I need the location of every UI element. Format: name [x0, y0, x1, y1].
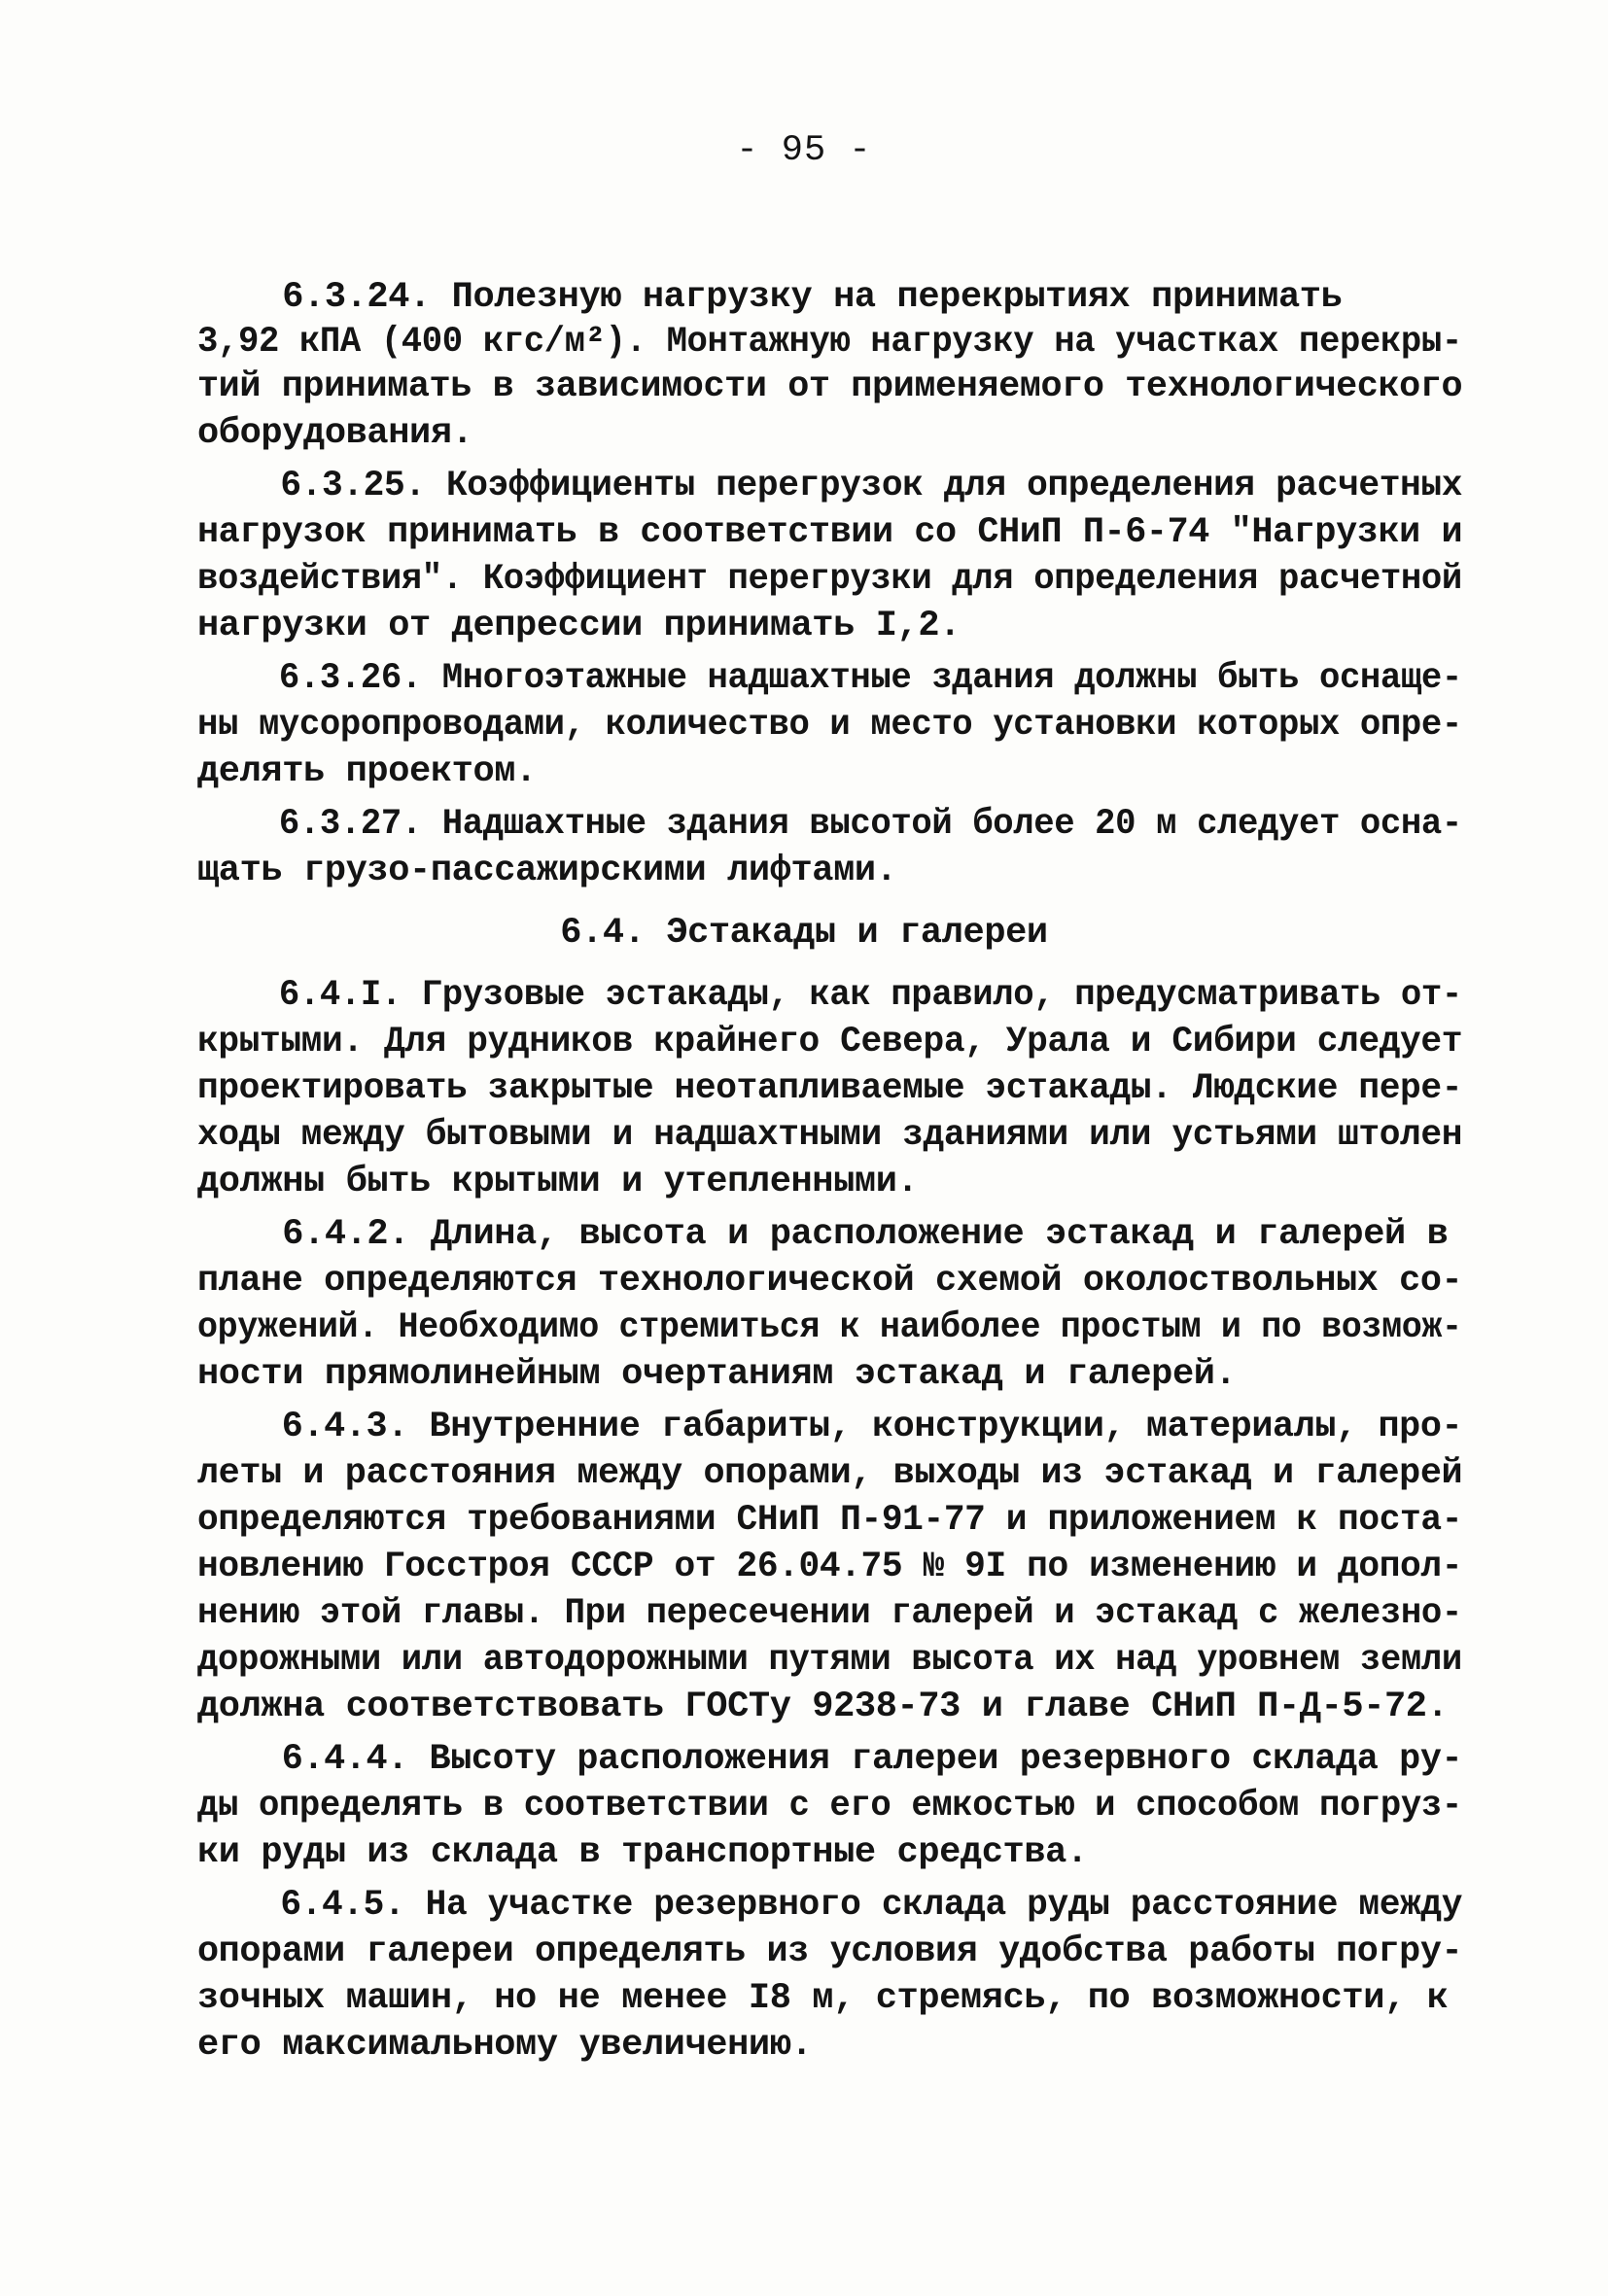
text-line: ходы между бытовыми и надшахтными зданиями или устьями штолен: [197, 1115, 1463, 1156]
page-number: - 95 -: [736, 130, 872, 171]
text-line: определяются требованиями СНиП П-91-77 и приложением к поста-: [197, 1500, 1463, 1541]
text-line: оборудования.: [197, 413, 473, 454]
text-line: 6.3.27. Надшахтные здания высотой более 20 м следует осна-: [197, 804, 1462, 845]
text-line: новлению Госстроя СССР от 26.04.75 № 9I по изменению и допол-: [197, 1547, 1463, 1587]
text-line: 6.3.26. Многоэтажные надшахтные здания должны быть оснаще-: [197, 658, 1462, 699]
section-heading: 6.4. Эстакады и галереи: [560, 913, 1048, 954]
text-line: зочных машин, но не менее I8 м, стремясь, по возможности, к: [197, 1978, 1449, 2019]
text-line: щать грузо-пассажирскими лифтами.: [197, 851, 897, 891]
text-line: должны быть крытыми и утепленными.: [197, 1162, 919, 1202]
text-line: его максимальному увеличению.: [197, 2025, 813, 2066]
text-line: ки руды из склада в транспортные средства.: [197, 1832, 1088, 1873]
text-line: 6.4.4. Высоту расположения галереи резервного склада ру-: [197, 1739, 1463, 1780]
text-line: воздействия". Коэффициент перегрузки для определения расчетной: [197, 559, 1462, 600]
text-line: 6.3.24. Полезную нагрузку на перекрытиях принимать: [197, 277, 1343, 318]
text-line: опорами галереи определять из условия удобства работы погру-: [197, 1931, 1463, 1972]
text-line: плане определяются технологической схемой околоствольных со-: [197, 1261, 1463, 1302]
text-line: леты и расстояния между опорами, выходы из эстакад и галерей: [197, 1453, 1463, 1494]
text-line: делять проектом.: [197, 751, 537, 792]
text-line: нению этой главы. При пересечении галерей и эстакад с железно-: [197, 1593, 1462, 1634]
text-line: оружений. Необходимо стремиться к наиболее простым и по возмож-: [197, 1307, 1462, 1348]
text-line: проектировать закрытые неотапливаемые эстакады. Людские пере-: [197, 1068, 1463, 1109]
text-line: должна соответствовать ГОСТу 9238-73 и главе СНиП П-Д-5-72.: [197, 1687, 1449, 1727]
text-line: дорожными или автодорожными путями высота их над уровнем земли: [197, 1640, 1462, 1681]
text-line: 6.4.I. Грузовые эстакады, как правило, предусматривать от-: [197, 975, 1462, 1016]
text-line: 6.3.25. Коэффициенты перегрузок для определения расчетных: [197, 466, 1463, 506]
text-line: нагрузок принимать в соответствии со СНиП П-6-74 "Нагрузки и: [197, 512, 1463, 553]
text-line: тий принимать в зависимости от применяемого технологического: [197, 366, 1463, 407]
text-line: ны мусоропроводами, количество и место установки которых опре-: [197, 705, 1462, 746]
text-line: ности прямолинейным очертаниям эстакад и галерей.: [197, 1354, 1237, 1395]
text-line: 6.4.3. Внутренние габариты, конструкции, материалы, про-: [197, 1407, 1463, 1447]
text-line: крытыми. Для рудников крайнего Севера, Урала и Сибири следует: [197, 1022, 1463, 1062]
text-line: 3,92 кПА (400 кгс/м²). Монтажную нагрузку на участках перекры-: [197, 322, 1462, 363]
text-line: ды определять в соответствии с его емкостью и способом погруз-: [197, 1786, 1462, 1826]
text-line: нагрузки от депрессии принимать I,2.: [197, 606, 961, 646]
text-line: 6.4.5. На участке резервного склада руды расстояние между: [197, 1885, 1463, 1926]
text-line: 6.4.2. Длина, высота и расположение эстакад и галерей в: [197, 1214, 1449, 1255]
